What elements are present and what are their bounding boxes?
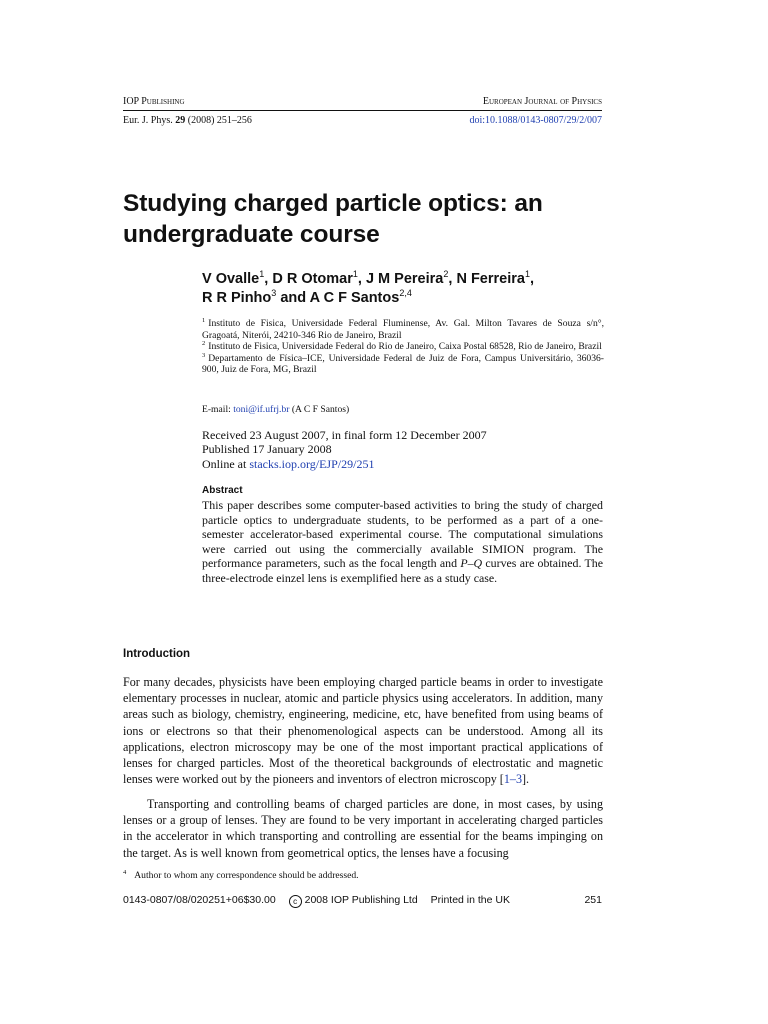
body-paragraph: For many decades, physicists have been employing charged particle beams in order to investigate elementary processes in nuclear, atomic and particle physics using accelerators. In addition, many areas such as biology, chemistry, engineering, medicine, etc, have benefited from using beams of ions or electrons so that their phenomenological aspects can be understood. Among all its applications, electron microscopy may be one of the most important practical applications of lenses for charged particles. Most of the theoretical backgrounds of electrostatic and magnetic lenses were worked out by the pioneers and inventors of electron microscopy [1–3]. [123,675,603,787]
email-label: E-mail: [202,404,231,415]
author: A C F Santos$^{2,4}$ [309,287,412,306]
header-rule [123,110,602,111]
footnote: $^4$ Author to whom any correspondence should be addressed. [123,868,359,881]
introduction-heading: Introduction [123,648,191,660]
citation-journal: Eur. J. Phys. [123,115,173,126]
email-owner: (A C F Santos) [291,404,350,415]
header-row-top [123,96,602,108]
author-list [202,270,622,307]
affiliation-list [202,318,604,376]
doi-link[interactable]: doi:10.1088/0143-0807/29/2/007 [469,115,602,126]
affiliation: $^2$ Instituto de Fisica, Universidade Federal do Rio de Janeiro, Caixa Postal 68528, Rio de Janeiro, Brazil [202,340,602,353]
header-row-bottom [123,115,602,127]
author: J M Pereira$^2$, [365,269,457,287]
affiliation: $^3$ Departamento de Física–ICE, Universidade Federal de Juiz de Fora, Campus Universitário, 36036-900, Juiz de Fora, MG, Brazil [202,351,604,376]
journal-name: European Journal of Physics [482,96,602,107]
email-link[interactable]: toni@if.ufrj.br [233,404,290,415]
author: D R Otomar$^1$, [272,269,366,287]
citation [123,115,252,126]
online-link[interactable]: stacks.iop.org/EJP/29/251 [249,456,375,471]
article-title: Studying charged particle optics: an undergraduate course [123,190,543,248]
printed-in: Printed in the UK [430,894,510,906]
affiliation: $^1$ Instituto de Fisica, Universidade Federal Fluminense, Av. Gal. Milton Tavares de Souza s/n°, Gragoatá, Niterói, 24210-346 Rio de Janeiro, Brazil [202,316,604,341]
article-code: 0143-0807/08/020251+06$30.00 [123,894,276,906]
abstract-heading: Abstract [202,485,243,496]
abstract-text: This paper describes some computer-based activities to bring the study of charged particle optics to undergraduate students, to be performed as a part of a one-semester accelerator-based experimental course. The computational simulations were carried out using the commercially available SIMION program. The performance parameters, such as the focal length and P–Q curves are obtained. The three-electrode einzel lens is exemplified here as a study case. [202,498,603,585]
received-date: Received 23 August 2007, in final form 12 December 2007 [202,428,487,442]
publisher-name: IOP Publishing [123,96,185,107]
copyright: c 2008 IOP Publishing Ltd [289,894,418,906]
contact-email [202,404,349,416]
published-date: Published 17 January 2008 [202,442,332,457]
author: V Ovalle$^1$, [202,269,273,287]
author: N Ferreira$^1$, [456,269,534,287]
pq-italic: P–Q [460,556,483,571]
citation-year-pages: (2008) 251–256 [187,115,252,126]
citation-volume: 29 [175,115,186,126]
page-number: 251 [584,894,602,906]
page-footer [123,894,602,908]
body-paragraph: Transporting and controlling beams of charged particles are done, in most cases, by using lenses or a group of lenses. They are found to be very important in accelerating charged particles in the accelerator in which transporting and controlling are essential for the beams impinging on the target. As is well known from geometrical optics, the lenses have a focusing [123,797,603,860]
copyright-icon: c [289,895,302,908]
online-line: Online at stacks.iop.org/EJP/29/251 [202,456,375,471]
author: R R Pinho$^3$ and [202,287,310,306]
publication-dates [202,428,487,471]
reference-link[interactable]: 1–3 [503,772,522,787]
